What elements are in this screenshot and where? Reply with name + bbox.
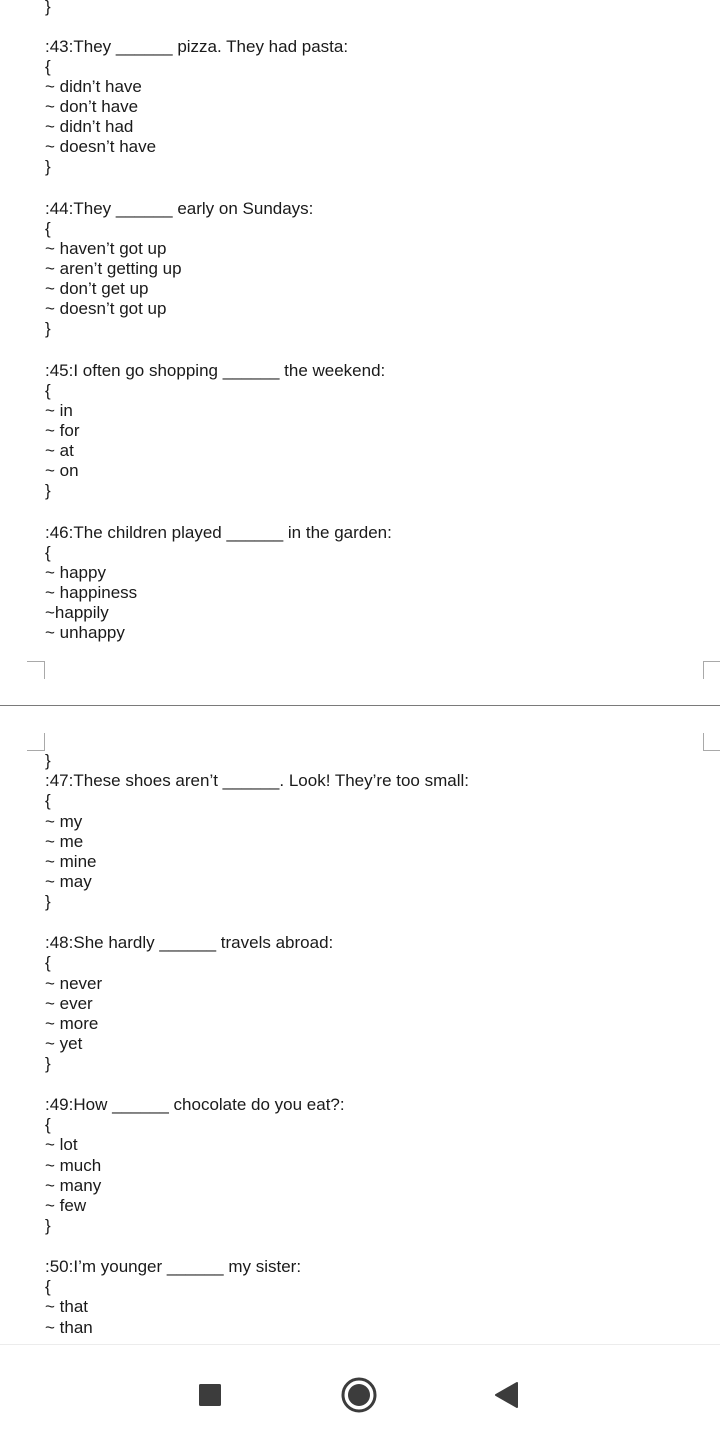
home-button[interactable] xyxy=(335,1371,383,1419)
page-break-divider xyxy=(0,705,720,706)
answer-option: ~ that xyxy=(45,1297,89,1316)
answer-option: ~ more xyxy=(45,1014,99,1033)
answer-option: ~ me xyxy=(45,832,84,851)
answer-option: ~ doesn’t have xyxy=(45,137,157,156)
answer-option: ~ my xyxy=(45,812,83,831)
doc-line: } xyxy=(45,0,51,16)
doc-line: } xyxy=(45,319,51,338)
answer-option: ~ didn’t have xyxy=(45,77,142,96)
answer-option: ~ for xyxy=(45,421,80,440)
doc-line: } xyxy=(45,481,51,500)
answer-option: ~ happiness xyxy=(45,583,138,602)
answer-option: ~ unhappy xyxy=(45,623,125,642)
answer-option: ~ doesn’t got up xyxy=(45,299,167,318)
answer-option: ~ don’t have xyxy=(45,97,139,116)
doc-line: { xyxy=(45,219,51,238)
question-44: :44:They ______ early on Sundays: xyxy=(45,199,314,218)
answer-option: ~ at xyxy=(45,441,74,460)
doc-line: } xyxy=(45,751,51,770)
answer-option: ~ yet xyxy=(45,1034,83,1053)
circle-icon xyxy=(340,1376,378,1414)
answer-option: ~ on xyxy=(45,461,79,480)
question-50: :50:I’m younger ______ my sister: xyxy=(45,1257,302,1276)
doc-line: { xyxy=(45,1115,51,1134)
doc-line: { xyxy=(45,1277,51,1296)
question-48: :48:She hardly ______ travels abroad: xyxy=(45,933,334,952)
doc-line: } xyxy=(45,892,51,911)
square-icon xyxy=(198,1383,222,1407)
answer-option: ~ haven’t got up xyxy=(45,239,167,258)
answer-option: ~ much xyxy=(45,1156,102,1175)
answer-option: ~ many xyxy=(45,1176,102,1195)
question-46: :46:The children played ______ in the garden: xyxy=(45,523,392,542)
page-corner-mark xyxy=(703,733,720,751)
answer-option: ~ don’t get up xyxy=(45,279,149,298)
doc-line: { xyxy=(45,791,51,810)
doc-line: } xyxy=(45,1216,51,1235)
answer-option: ~ in xyxy=(45,401,73,420)
back-button[interactable] xyxy=(482,1371,530,1419)
doc-line: } xyxy=(45,1054,51,1073)
answer-option: ~ didn’t had xyxy=(45,117,134,136)
doc-line: { xyxy=(45,543,51,562)
doc-line: { xyxy=(45,57,51,76)
doc-line: { xyxy=(45,381,51,400)
answer-option: ~ few xyxy=(45,1196,87,1215)
answer-option: ~ may xyxy=(45,872,92,891)
question-43: :43:They ______ pizza. They had pasta: xyxy=(45,37,349,56)
page-corner-mark xyxy=(703,661,720,679)
system-navigation-bar xyxy=(0,1344,720,1440)
answer-option: ~ lot xyxy=(45,1135,78,1154)
answer-option: ~ never xyxy=(45,974,103,993)
question-49: :49:How ______ chocolate do you eat?: xyxy=(45,1095,345,1114)
answer-option: ~ aren’t getting up xyxy=(45,259,182,278)
answer-option: ~ happy xyxy=(45,563,106,582)
recents-button[interactable] xyxy=(186,1371,234,1419)
answer-option: ~ ever xyxy=(45,994,93,1013)
doc-line: } xyxy=(45,157,51,176)
doc-line: { xyxy=(45,953,51,972)
question-45: :45:I often go shopping ______ the weekend: xyxy=(45,361,386,380)
page-corner-mark xyxy=(27,661,45,679)
question-47: :47:These shoes aren’t ______. Look! They’re too small: xyxy=(45,771,469,790)
answer-option: ~ mine xyxy=(45,852,97,871)
page-corner-mark xyxy=(27,733,45,751)
triangle-back-icon xyxy=(493,1381,519,1409)
answer-option: ~happily xyxy=(45,603,109,622)
answer-option: ~ than xyxy=(45,1318,93,1337)
